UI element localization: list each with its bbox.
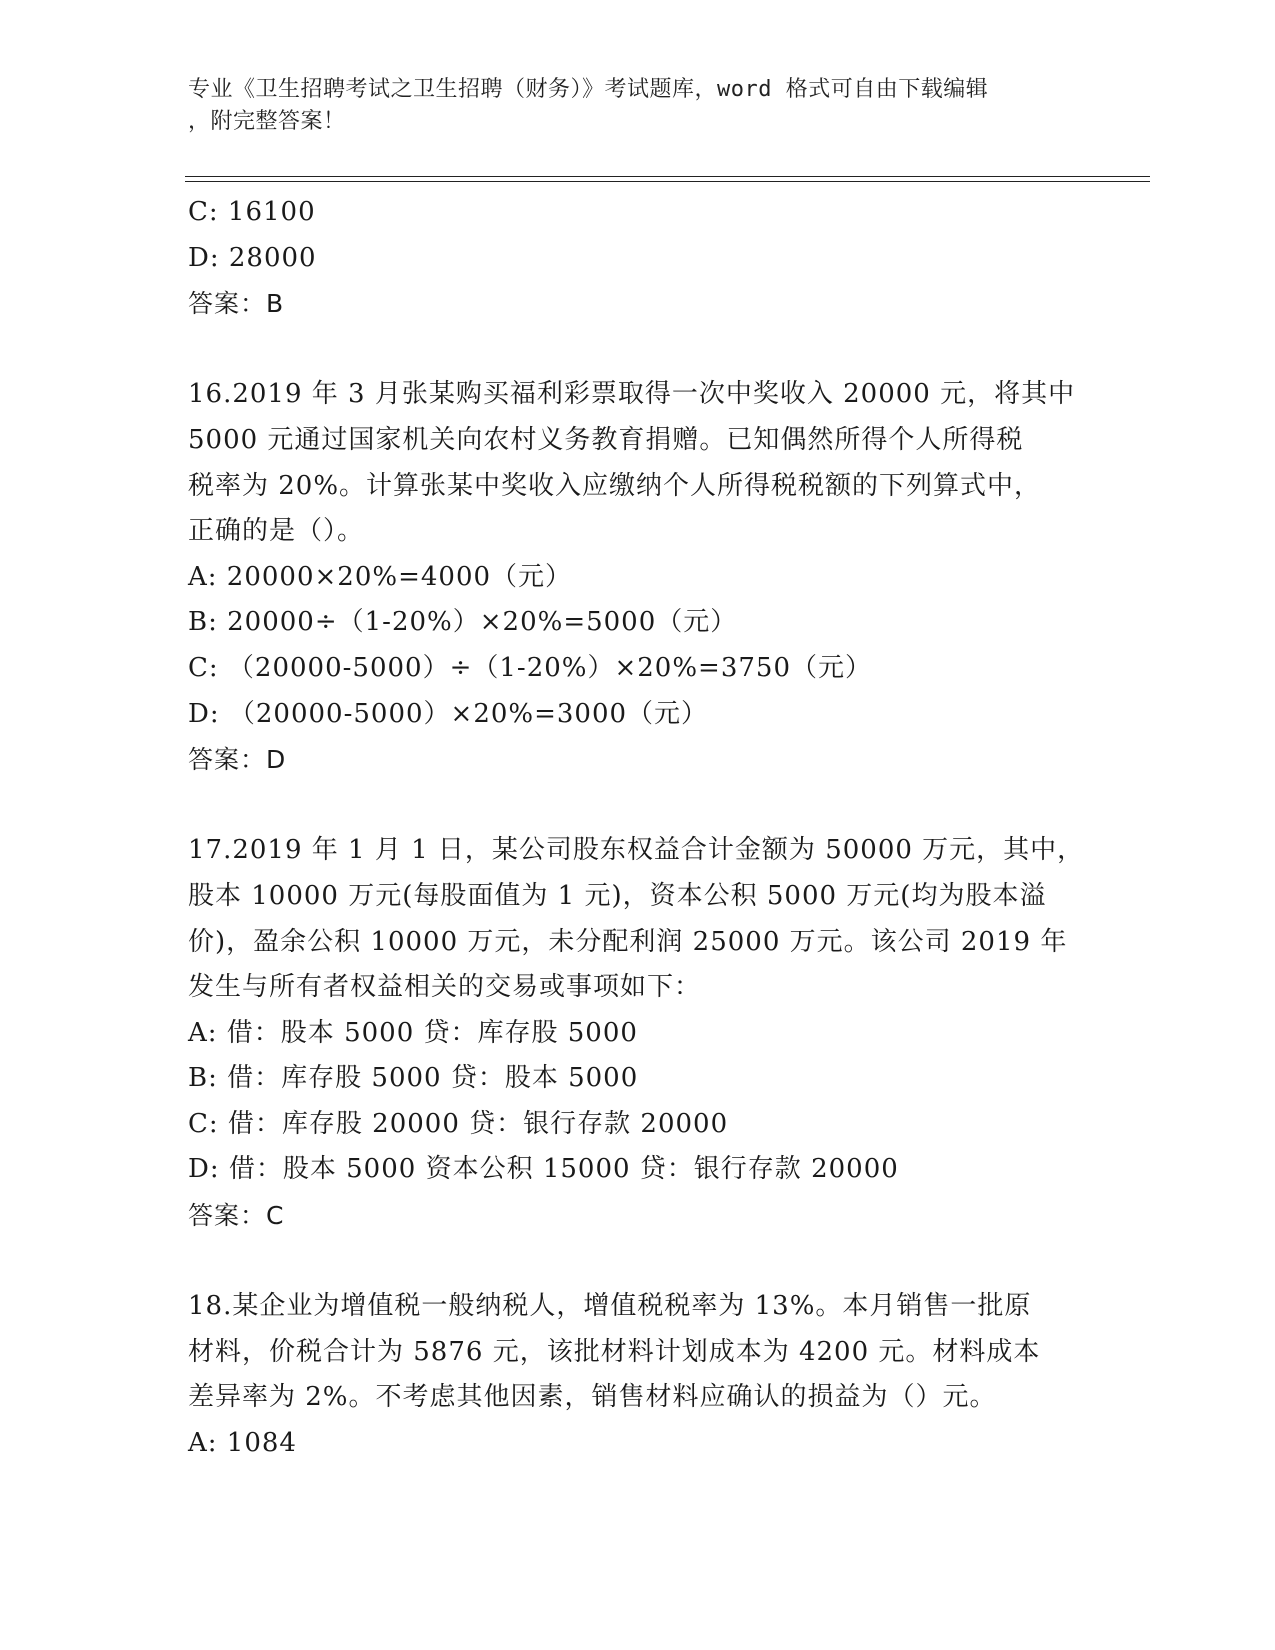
question-stem-line: 5000 元通过国家机关向农村义务教育捐赠。已知偶然所得个人所得税 xyxy=(188,424,1024,455)
question-18 xyxy=(188,1284,1088,1466)
spacer xyxy=(188,327,1088,373)
spacer xyxy=(188,783,1088,829)
previous-question-tail xyxy=(188,190,1088,327)
option-c: C: 借：库存股 20000 贷：银行存款 20000 xyxy=(188,1108,729,1139)
question-17 xyxy=(188,828,1088,1238)
option-d: D: 借：股本 5000 资本公积 15000 贷：银行存款 20000 xyxy=(188,1154,899,1185)
option-a: A: 借：股本 5000 贷：库存股 5000 xyxy=(188,1017,638,1048)
option-d: D: （20000-5000）×20%=3000（元） xyxy=(188,698,709,729)
question-16 xyxy=(188,372,1088,782)
option-a: A: 20000×20%=4000（元） xyxy=(188,561,573,592)
question-stem-line: 税率为 20%。计算张某中奖收入应缴纳个人所得税税额的下列算式中， xyxy=(188,470,1042,501)
header-divider-top xyxy=(185,176,1150,177)
question-stem-line: 发生与所有者权益相关的交易或事项如下： xyxy=(188,972,702,1003)
document-header xyxy=(188,74,1068,138)
question-stem-line: 18.某企业为增值税一般纳税人，增值税税率为 13%。本月销售一批原 xyxy=(188,1291,1032,1322)
question-stem-line: 17.2019 年 1 月 1 日，某公司股东权益合计金额为 50000 万元，其中， xyxy=(188,835,1085,866)
question-stem-line: 股本 10000 万元(每股面值为 1 元)，资本公积 5000 万元(均为股本溢 xyxy=(188,880,1047,911)
option-d: D: 28000 xyxy=(188,242,317,273)
option-b: B: 借：库存股 5000 贷：股本 5000 xyxy=(188,1063,639,1094)
question-content xyxy=(188,190,1088,1467)
option-b: B: 20000÷（1-20%）×20%=5000（元） xyxy=(188,607,738,638)
header-title-line-2: ，附完整答案！ xyxy=(188,109,346,134)
question-stem-line: 正确的是（）。 xyxy=(188,516,365,547)
option-c: C: 16100 xyxy=(188,197,316,227)
answer-line: 答案：C xyxy=(188,1201,285,1231)
answer-line: 答案：D xyxy=(188,745,287,775)
spacer xyxy=(188,1239,1088,1285)
answer-line: 答案：B xyxy=(188,289,285,319)
option-c: C: （20000-5000）÷（1-20%）×20%=3750（元） xyxy=(188,652,873,683)
question-stem-line: 价)，盈余公积 10000 万元，未分配利润 25000 万元。该公司 2019 年 xyxy=(188,926,1068,957)
question-stem-line: 16.2019 年 3 月张某购买福利彩票取得一次中奖收入 20000 元，将其中 xyxy=(188,379,1076,410)
option-a: A: 1084 xyxy=(188,1428,297,1459)
header-divider-bottom xyxy=(185,181,1150,182)
question-stem-line: 差异率为 2%。不考虑其他因素，销售材料应确认的损益为（）元。 xyxy=(188,1382,997,1413)
question-stem-line: 材料，价税合计为 5876 元，该批材料计划成本为 4200 元。材料成本 xyxy=(188,1336,1041,1367)
header-title-line-1: 专业《卫生招聘考试之卫生招聘（财务）》考试题库，word 格式可自由下载编辑 xyxy=(188,77,989,102)
